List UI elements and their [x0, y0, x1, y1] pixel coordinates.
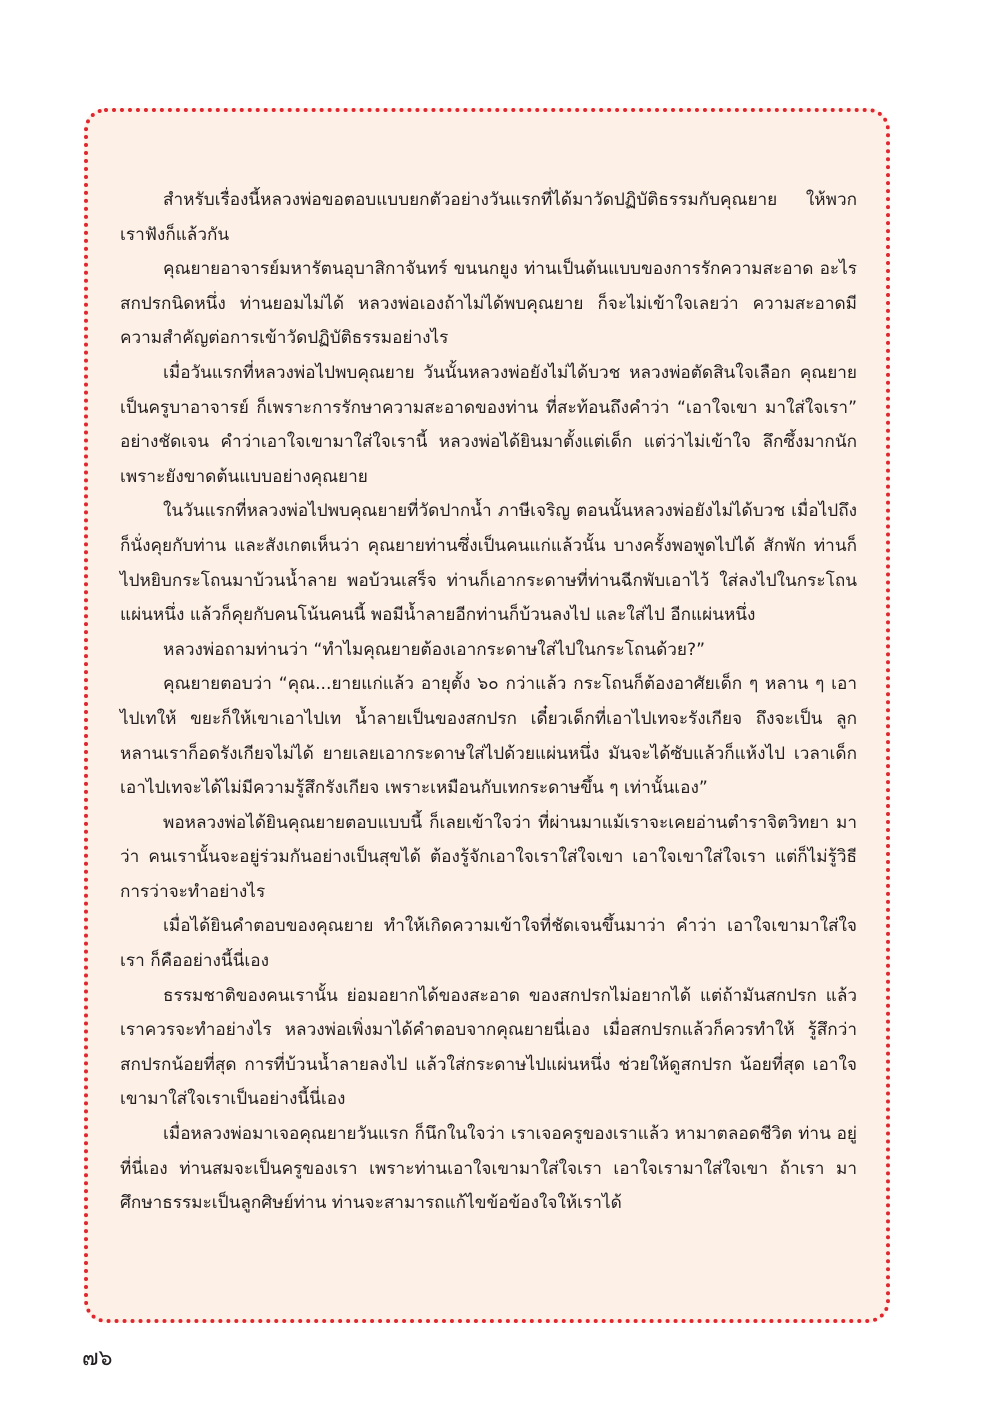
paragraph-6: คุณยายตอบว่า “คุณ...ยายแก่แล้ว อายุตั้ง ๖๐ กว่าแล้ว กระโถนก็ต้องอาศัยเด็ก ๆ หลาน ๆ เอาไปเทให้ ขยะก็ให้เขาเอาไปเท น้ำลายเป็นของสกปรก เดี๋ยวเด็กที่เอาไปเทจะรังเกียจ ถึงจะเป็น ลูกหลานเราก็อดรังเกียจไม่ได้ ยายเลยเอากระดาษใส่ไปด้วยแผ่นหนึ่ง มันจะได้ซับแล้วก็แห้งไป เวลาเด็กเอาไปเทจะได้ไม่มีความรู้สึกรังเกียจ เพราะเหมือนกับเทกระดาษขึ้น ๆ เท่านั้นเอง”: [120, 674, 857, 799]
article-body: [120, 183, 857, 1221]
paragraph-1: สำหรับเรื่องนี้หลวงพ่อขอตอบแบบยกตัวอย่างวันแรกที่ได้มาวัดปฏิบัติธรรมกับคุณยาย ให้พวกเราฟังก็แล้วกัน: [120, 190, 857, 245]
paragraph-8: เมื่อได้ยินคำตอบของคุณยาย ทำให้เกิดความเข้าใจที่ชัดเจนขึ้นมาว่า คำว่า เอาใจเขามาใส่ใจ เรา ก็คืออย่างนี้นี่เอง: [120, 916, 857, 972]
paragraph-5: หลวงพ่อถามท่านว่า “ทำไมคุณยายต้องเอากระดาษใส่ไปในกระโถนด้วย?”: [163, 639, 706, 660]
paragraph-10: เมื่อหลวงพ่อมาเจอคุณยายวันแรก ก็นึกในใจว่า เราเจอครูของเราแล้ว หามาตลอดชีวิต ท่าน อยู่ที่นี่เอง ท่านสมจะเป็นครูของเรา เพราะท่านเอาใจเขามาใส่ใจเรา เอาใจเรามาใส่ใจเขา ถ้าเรา มาศึกษาธรรมะเป็นลูกศิษย์ท่าน ท่านจะสามารถแก้ไขข้อข้องใจให้เราได้: [120, 1124, 857, 1214]
paragraph-7: พอหลวงพ่อได้ยินคุณยายตอบแบบนี้ ก็เลยเข้าใจว่า ที่ผ่านมาแม้เราจะเคยอ่านตำราจิตวิทยา มาว่า คนเรานั้นจะอยู่ร่วมกันอย่างเป็นสุขได้ ต้องรู้จักเอาใจเราใส่ใจเขา เอาใจเขาใส่ใจเรา แต่ก็ไม่รู้วิธีการว่าจะทำอย่างไร: [120, 812, 857, 902]
paragraph-9: ธรรมชาติของคนเรานั้น ย่อมอยากได้ของสะอาด ของสกปรกไม่อยากได้ แต่ถ้ามันสกปรก แล้ว เราควรจะทำอย่างไร หลวงพ่อเพิ่งมาได้คำตอบจากคุณยายนี่เอง เมื่อสกปรกแล้วก็ควรทำให้ รู้สึกว่าสกปรกน้อยที่สุด การที่บ้วนน้ำลายลงไป แล้วใส่กระดาษไปแผ่นหนึ่ง ช่วยให้ดูสกปรก น้อยที่สุด เอาใจเขามาใส่ใจเราเป็นอย่างนี้นี่เอง: [120, 985, 857, 1110]
paragraph-3: เมื่อวันแรกที่หลวงพ่อไปพบคุณยาย วันนั้นหลวงพ่อยังไม่ได้บวช หลวงพ่อตัดสินใจเลือก คุณยายเป็นครูบาอาจารย์ ก็เพราะการรักษาความสะอาดของท่าน ที่สะท้อนถึงคำว่า “เอาใจเขา มาใส่ใจเรา” อย่างชัดเจน คำว่าเอาใจเขามาใส่ใจเรานี้ หลวงพ่อได้ยินมาตั้งแต่เด็ก แต่ว่าไม่เข้าใจ ลึกซึ้งมากนัก เพราะยังขาดต้นแบบอย่างคุณยาย: [120, 362, 857, 487]
page-number: ๗๖: [82, 1346, 113, 1371]
paragraph-4: ในวันแรกที่หลวงพ่อไปพบคุณยายที่วัดปากน้ำ ภาษีเจริญ ตอนนั้นหลวงพ่อยังไม่ได้บวช เมื่อไปถึงก็นั่งคุยกับท่าน และสังเกตเห็นว่า คุณยายท่านซึ่งเป็นคนแก่แล้วนั้น บางครั้งพอพูดไปได้ สักพัก ท่านก็ไปหยิบกระโถนมาบ้วนน้ำลาย พอบ้วนเสร็จ ท่านก็เอากระดาษที่ท่านฉีกพับเอาไว้ ใส่ลงไปในกระโถนแผ่นหนึ่ง แล้วก็คุยกับคนโน้นคนนี้ พอมีน้ำลายอีกท่านก็บ้วนลงไป และใส่ไป อีกแผ่นหนึ่ง: [120, 501, 857, 626]
paragraph-2: คุณยายอาจารย์มหารัตนอุบาสิกาจันทร์ ขนนกยูง ท่านเป็นต้นแบบของการรักความสะอาด อะไรสกปรกนิดหนึ่ง ท่านยอมไม่ได้ หลวงพ่อเองถ้าไม่ได้พบคุณยาย ก็จะไม่เข้าใจเลยว่า ความสะอาดมีความสำคัญต่อการเข้าวัดปฏิบัติธรรมอย่างไร: [120, 259, 857, 349]
